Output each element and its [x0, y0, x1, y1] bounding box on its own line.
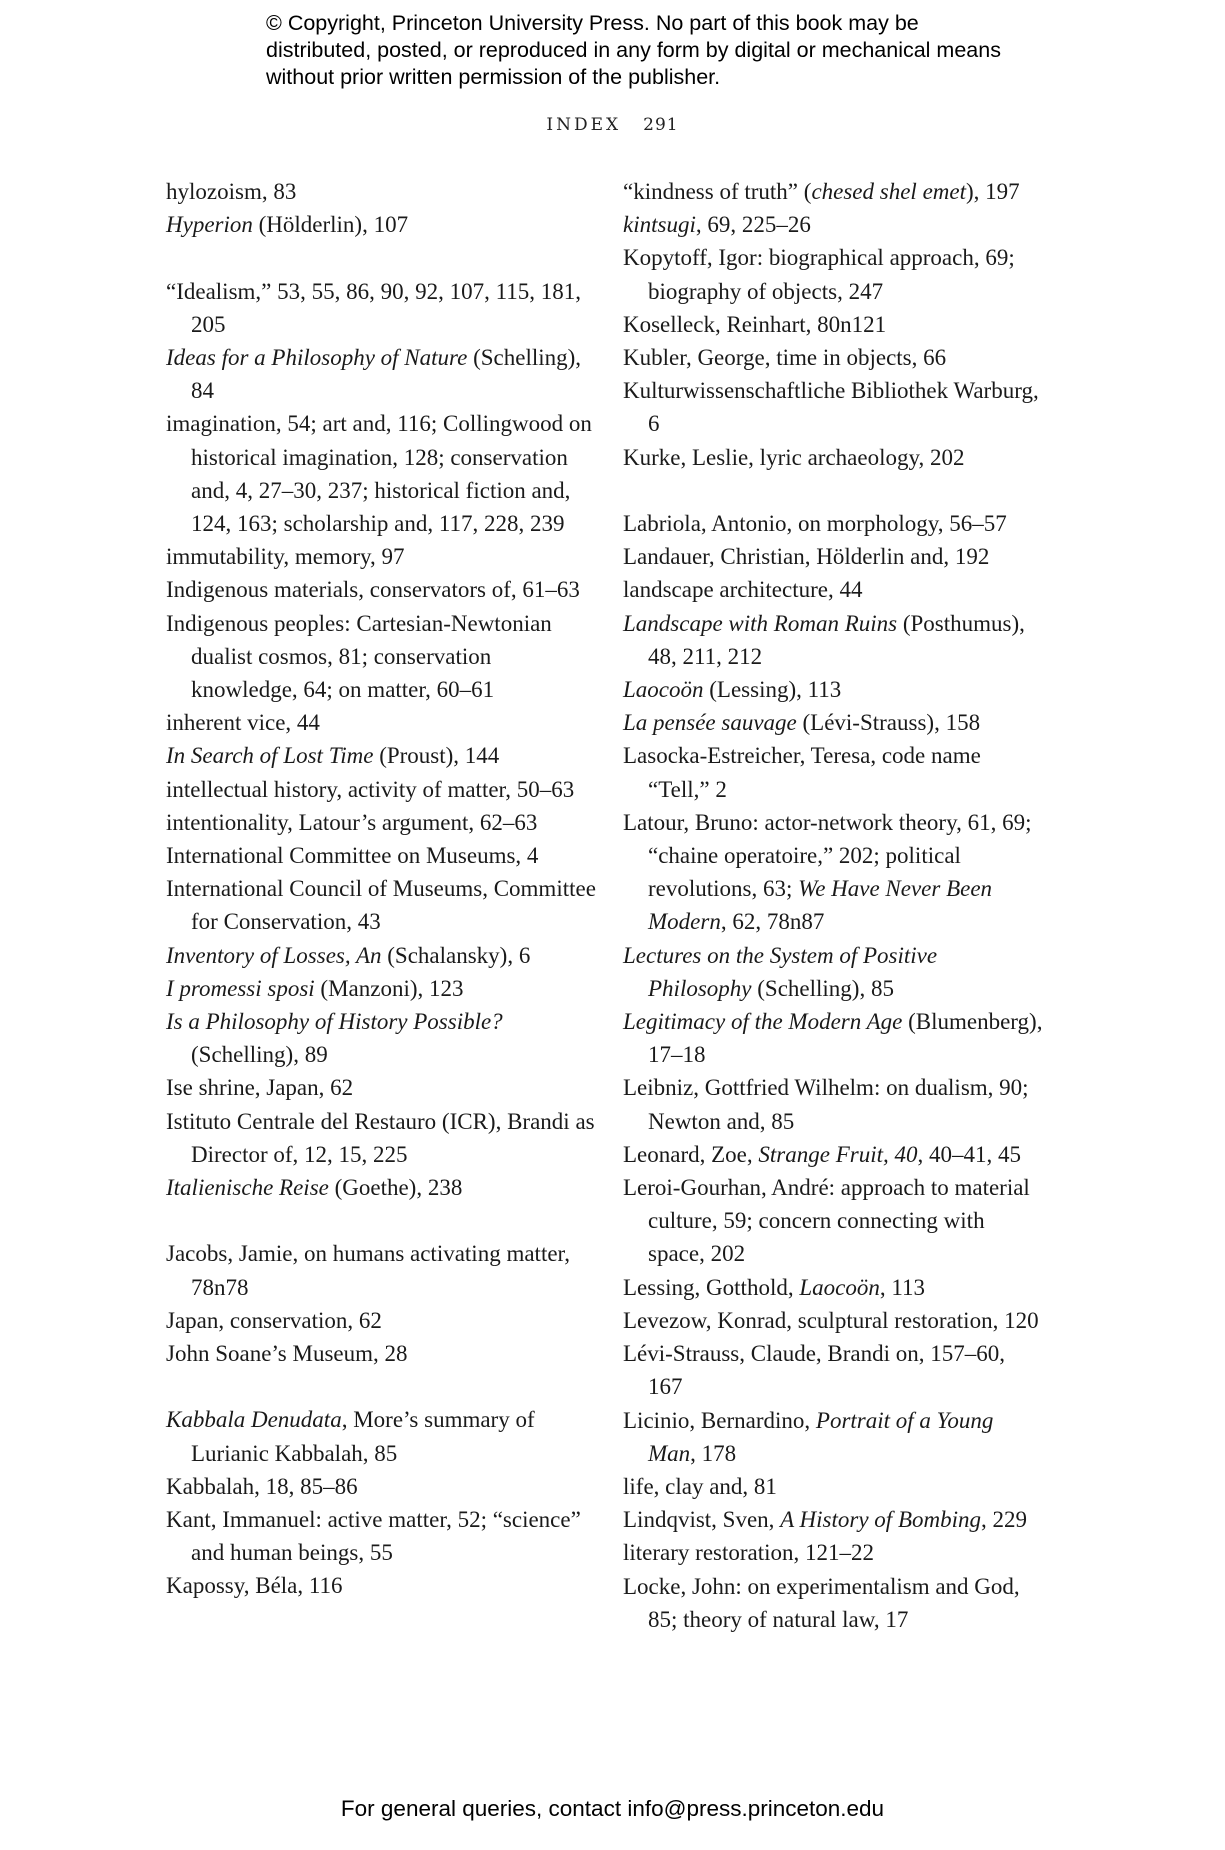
entry-text: immutability, memory, 97 — [166, 544, 405, 570]
entry-text: Kulturwissenschaftliche Bibliothek Warburg, 6 — [623, 378, 1039, 437]
index-entry — [623, 1337, 1043, 1403]
entry-text: Japan, conservation, 62 — [166, 1307, 382, 1333]
entry-text: (Lévi-Strauss), 158 — [796, 710, 981, 736]
index-entry — [166, 706, 596, 739]
entry-text: (Blumenberg), 17–18 — [648, 1009, 1043, 1068]
entry-text: , 69, 225–26 — [695, 212, 811, 238]
index-entry — [623, 1171, 1043, 1271]
index-entry — [623, 1304, 1043, 1337]
entry-text: Lasocka-Estreicher, Teresa, code name “Tell,” 2 — [623, 743, 981, 802]
entry-text: inherent vice, 44 — [166, 710, 320, 736]
index-entry — [166, 972, 596, 1005]
page-number: 291 — [643, 115, 679, 135]
index-entry — [166, 1071, 596, 1104]
entry-text: , 229 — [981, 1507, 1027, 1533]
entry-text: Kopytoff, Igor: biographical approach, 69; biography of objects, 247 — [623, 245, 1015, 304]
entry-title-italic: Legitimacy of the Modern Age — [623, 1009, 903, 1035]
index-entry — [623, 607, 1043, 673]
entry-text: Latour, Bruno: actor-network theory, 61, 69; “chaine operatoire,” 202; political revolutions, 63; — [623, 809, 1032, 902]
entry-text: , 178 — [690, 1440, 737, 1466]
entry-text: (Schalansky), 6 — [381, 942, 531, 968]
entry-text: life, clay and, 81 — [623, 1473, 777, 1499]
entry-text: Lévi-Strauss, Claude, Brandi on, 157–60, 167 — [623, 1341, 1006, 1400]
entry-text: Leonard, Zoe, — [623, 1141, 759, 1167]
running-head — [0, 115, 1225, 135]
index-entry — [623, 739, 1043, 805]
index-column-left — [166, 175, 596, 1603]
index-column-right — [623, 175, 1043, 1636]
entry-text: Licinio, Bernardino, — [623, 1407, 816, 1433]
index-entry — [166, 872, 596, 938]
entry-text: (Goethe), 238 — [328, 1175, 463, 1201]
index-entry — [623, 175, 1043, 208]
entry-text: , 113 — [879, 1274, 925, 1300]
index-entry — [166, 573, 596, 606]
entry-text: Locke, John: on experimentalism and God, 85; theory of natural law, 17 — [623, 1573, 1020, 1632]
entry-text: Leibniz, Gottfried Wilhelm: on dualism, 90; Newton and, 85 — [623, 1075, 1029, 1134]
entry-text: Kant, Immanuel: active matter, 52; “science” and human beings, 55 — [166, 1507, 581, 1566]
index-entry — [623, 806, 1043, 939]
entry-text: ), 197 — [965, 179, 1020, 204]
index-entry — [623, 208, 1043, 241]
entry-text: Istituto Centrale del Restauro (ICR), Brandi as Director of, 12, 15, 225 — [166, 1108, 595, 1167]
entry-text: (Proust), 144 — [373, 743, 500, 769]
index-entry — [623, 706, 1043, 739]
entry-text: Labriola, Antonio, on morphology, 56–57 — [623, 511, 1007, 537]
copyright-notice: © Copyright, Princeton University Press. No part of this book may be distributed, posted, or reproduced in any form by digital or mechanical means without prior written permission of the publisher. — [266, 11, 1001, 89]
index-entry — [166, 1470, 596, 1503]
index-entry — [623, 1138, 1043, 1171]
entry-text: Kubler, George, time in objects, 66 — [623, 345, 947, 371]
entry-text: Lindqvist, Sven, — [623, 1507, 781, 1533]
index-entry — [166, 1171, 596, 1204]
index-entry — [623, 341, 1043, 374]
entry-title-italic: Landscape with Roman Ruins — [623, 610, 898, 636]
entry-text: (Schelling), 84 — [191, 345, 582, 404]
entry-title-italic: Hyperion — [166, 212, 253, 238]
entry-text: Levezow, Konrad, sculptural restoration, 120 — [623, 1307, 1039, 1333]
entry-title-italic: Strange Fruit, 40 — [758, 1141, 918, 1167]
entry-text: literary restoration, 121–22 — [623, 1540, 875, 1566]
entry-text: (Posthumus), 48, 211, 212 — [648, 610, 1025, 669]
index-entry — [166, 773, 596, 806]
entry-text: Landauer, Christian, Hölderlin and, 192 — [623, 544, 990, 570]
index-entry — [166, 175, 596, 208]
index-entry — [166, 739, 596, 772]
entry-title-italic: chesed shel emet — [811, 179, 966, 204]
index-entry — [166, 1105, 596, 1171]
index-entry — [623, 673, 1043, 706]
entry-text: Kurke, Leslie, lyric archaeology, 202 — [623, 444, 965, 470]
entry-text: imagination, 54; art and, 116; Collingwood on historical imagination, 128; conservation and, 4, 27–30, 237; historical fiction and, 124, 163; scholarship and, 117, 228, 239 — [166, 411, 592, 537]
entry-text: (Lessing), 113 — [703, 677, 842, 703]
entry-text: Kapossy, Béla, 116 — [166, 1573, 343, 1599]
index-entry — [166, 540, 596, 573]
entry-text: (Schelling), 85 — [751, 975, 894, 1001]
index-entry — [623, 374, 1043, 440]
entry-text: intentionality, Latour’s argument, 62–63 — [166, 809, 538, 835]
index-entry — [623, 573, 1043, 606]
index-entry — [166, 1337, 596, 1370]
index-entry — [623, 308, 1043, 341]
entry-title-italic: I promessi sposi — [166, 975, 315, 1001]
entry-text: Leroi-Gourhan, André: approach to material culture, 59; concern connecting with space, 202 — [623, 1175, 1030, 1267]
entry-title-italic: kintsugi — [623, 212, 696, 238]
entry-text: (Manzoni), 123 — [314, 975, 464, 1001]
index-entry — [166, 1237, 596, 1303]
entry-text: International Council of Museums, Committee for Conservation, 43 — [166, 876, 596, 935]
entry-title-italic: A History of Bombing — [780, 1507, 981, 1533]
entry-title-italic: Inventory of Losses, An — [166, 942, 382, 968]
index-entry — [166, 1403, 596, 1469]
entry-text: intellectual history, activity of matter, 50–63 — [166, 776, 575, 802]
entry-text: , 40–41, 45 — [917, 1141, 1021, 1167]
entry-text: Jacobs, Jamie, on humans activating matter, 78n78 — [166, 1241, 571, 1300]
entry-text: “kindness of truth” ( — [623, 179, 812, 204]
index-entry — [623, 1470, 1043, 1503]
entry-text: (Schelling), 89 — [191, 1042, 328, 1068]
entry-text: (Hölderlin), 107 — [252, 212, 409, 238]
index-entry — [623, 939, 1043, 1005]
index-entry — [623, 1536, 1043, 1569]
entry-text: Ise shrine, Japan, 62 — [166, 1075, 354, 1101]
running-head-label: INDEX — [546, 115, 622, 135]
index-entry — [166, 1005, 596, 1071]
index-entry — [166, 1503, 596, 1569]
index-entry — [166, 407, 596, 540]
entry-text: John Soane’s Museum, 28 — [166, 1341, 408, 1367]
entry-text: Lessing, Gotthold, — [623, 1274, 800, 1300]
index-entry — [623, 1404, 1043, 1470]
entry-title-italic: Lectures on the System of Positive Philosophy — [623, 942, 938, 1001]
entry-title-italic: Italienische Reise — [166, 1175, 329, 1201]
entry-title-italic: Laocoön — [623, 677, 704, 703]
entry-text: , 62, 78n87 — [720, 909, 825, 935]
entry-text: landscape architecture, 44 — [623, 577, 863, 603]
entry-text: Indigenous peoples: Cartesian-Newtonian dualist cosmos, 81; conservation knowledge, 64; on matter, 60–61 — [166, 610, 552, 703]
entry-text: Kabbalah, 18, 85–86 — [166, 1473, 358, 1499]
index-entry — [623, 1271, 1043, 1304]
entry-text: International Committee on Museums, 4 — [166, 843, 539, 869]
index-entry — [623, 540, 1043, 573]
entry-text: hylozoism, 83 — [166, 179, 297, 204]
index-entry — [623, 507, 1043, 540]
entry-title-italic: We Have Never Been Modern — [648, 876, 993, 935]
index-entry — [166, 1304, 596, 1337]
index-entry — [166, 275, 596, 341]
entry-title-italic: Ideas for a Philosophy of Nature — [166, 345, 468, 370]
index-entry — [623, 441, 1043, 474]
index-entry — [623, 241, 1043, 307]
index-entry — [623, 1071, 1043, 1137]
index-entry — [166, 1569, 596, 1602]
entry-title-italic: In Search of Lost Time — [166, 743, 374, 769]
entry-title-italic: La pensée sauvage — [623, 710, 797, 736]
entry-text: Indigenous materials, conservators of, 61–63 — [166, 577, 580, 603]
index-entry — [166, 939, 596, 972]
entry-text: , More’s summary of Lurianic Kabbalah, 85 — [191, 1407, 535, 1466]
entry-title-italic: Is a Philosophy of History Possible? — [166, 1009, 503, 1035]
entry-text: Koselleck, Reinhart, 80n121 — [623, 311, 887, 337]
index-entry — [166, 208, 596, 241]
index-entry — [623, 1570, 1043, 1636]
entry-title-italic: Laocoön — [799, 1274, 880, 1300]
index-entry — [623, 1005, 1043, 1071]
entry-title-italic: Kabbala Denudata — [166, 1407, 342, 1433]
entry-title-italic: Portrait of a Young Man — [648, 1407, 994, 1466]
index-entry — [166, 839, 596, 872]
entry-text: “Idealism,” 53, 55, 86, 90, 92, 107, 115, 181, 205 — [166, 278, 582, 337]
footer-contact: For general queries, contact info@press.princeton.edu — [340, 1796, 885, 1821]
index-entry — [166, 806, 596, 839]
index-entry — [623, 1503, 1043, 1536]
index-entry — [166, 607, 596, 707]
index-entry — [166, 341, 596, 407]
